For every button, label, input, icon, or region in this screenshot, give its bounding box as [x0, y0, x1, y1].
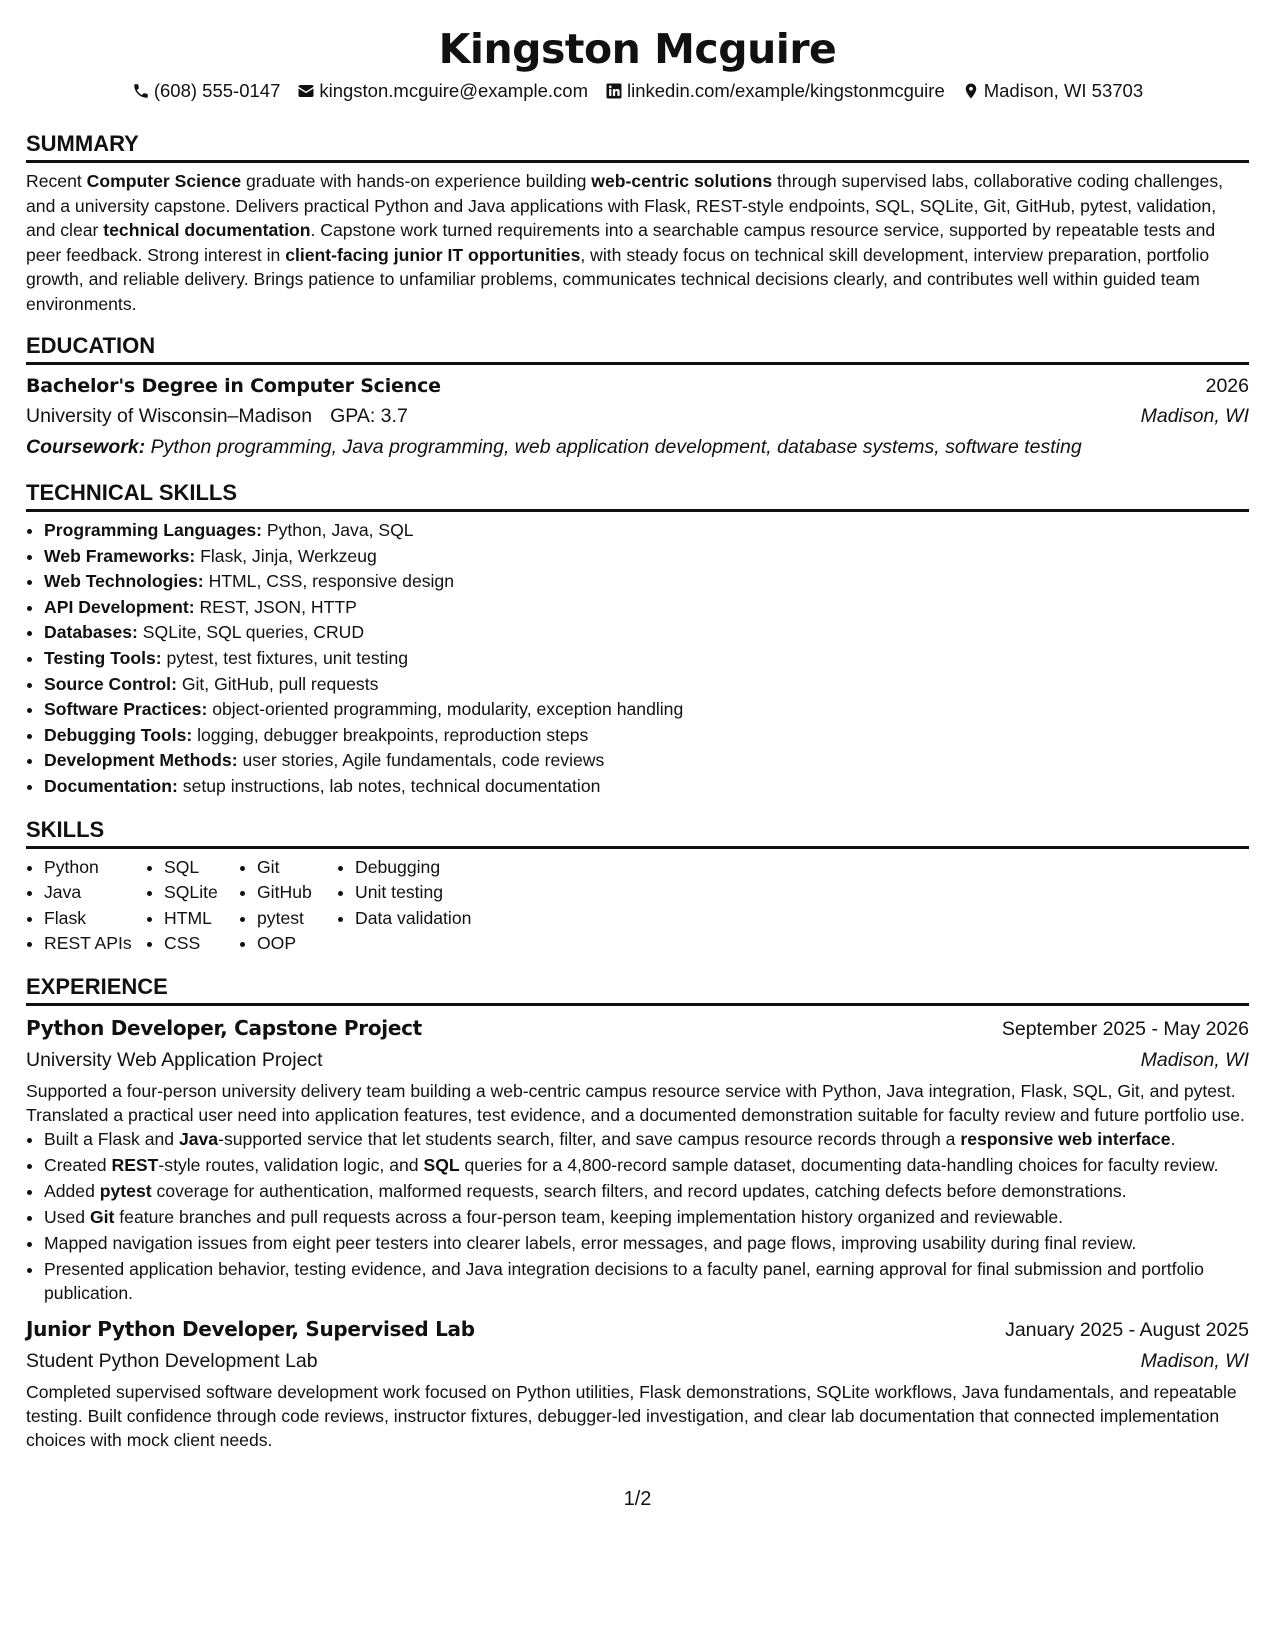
list-item: [44, 620, 1249, 646]
job-header-row: [26, 1012, 1249, 1045]
job-title: Junior Python Developer, Supervised Lab: [26, 1316, 475, 1341]
phone-icon: [132, 82, 150, 100]
emphasis-text: Git: [89, 1206, 115, 1227]
text-segment: Mapped navigation issues from eight peer testers into clearer labels, error messages, and page flows, improving usability during final review.: [44, 1232, 1137, 1253]
job-org-row: [26, 1346, 1249, 1376]
list-item: [44, 518, 1249, 544]
list-item: [44, 748, 1249, 774]
list-item: [44, 1153, 1249, 1177]
emphasis-text: web-centric solutions: [591, 171, 773, 191]
skills-column: [146, 855, 239, 957]
skill-value: setup instructions, lab notes, technical documentation: [182, 775, 601, 796]
skills-column: [26, 855, 146, 957]
skill-label: Source Control:: [44, 673, 177, 694]
job-entry: [26, 1012, 1249, 1305]
list-item: [44, 544, 1249, 570]
list-item: • Data validation: [355, 906, 471, 932]
text-segment: Presented application behavior, testing evidence, and Java integration decisions to a faculty panel, earning approval for final submission and portfolio publication.: [44, 1258, 1204, 1303]
list-item: • SQLite: [164, 880, 239, 906]
skill-value: REST, JSON, HTTP: [199, 596, 357, 617]
text-segment: coverage for authentication, malformed requests, search filters, and record updates, catching defects before demonstrations.: [151, 1180, 1127, 1201]
list-item: • Git: [257, 855, 337, 881]
list-item: [44, 697, 1249, 723]
list-item: [44, 723, 1249, 749]
job-location: Madison, WI: [1140, 1048, 1249, 1071]
degree-name: Bachelor's Degree in Computer Science: [26, 375, 441, 397]
technical-skills-list: [26, 518, 1249, 800]
text-segment: . Capstone work turned requirements into a searchable campus resource service, supported by repeatable tests and peer feedback. Strong interest in: [26, 220, 1216, 265]
skill-value: object-oriented programming, modularity, exception handling: [212, 699, 684, 720]
technical-skills-heading: TECHNICAL SKILLS: [26, 479, 1249, 512]
emphasis-text: responsive web interface: [960, 1128, 1171, 1149]
skill-label: Software Practices:: [44, 699, 208, 720]
job-title: Python Developer, Capstone Project: [26, 1015, 422, 1040]
skill-label: Databases:: [44, 622, 138, 643]
text-segment: Added: [44, 1180, 100, 1201]
list-item: [44, 1205, 1249, 1229]
text-segment: Recent: [26, 171, 87, 191]
list-item: [44, 672, 1249, 698]
text-segment: Built a Flask and: [44, 1128, 179, 1149]
skills-heading: SKILLS: [26, 816, 1249, 849]
list-item: [44, 1127, 1249, 1151]
school-name: University of Wisconsin–Madison: [26, 405, 313, 427]
summary-heading: SUMMARY: [26, 130, 1249, 163]
text-segment: Used: [44, 1206, 90, 1227]
list-item: [44, 774, 1249, 800]
contact-email[interactable]: [297, 80, 588, 102]
text-segment: -style routes, validation logic, and: [158, 1154, 424, 1175]
list-item: • pytest: [257, 906, 337, 932]
list-item: • Debugging: [355, 855, 471, 881]
skill-value: Python, Java, SQL: [266, 520, 414, 540]
gpa: GPA: 3.7: [330, 405, 408, 427]
skill-value: pytest, test fixtures, unit testing: [166, 647, 409, 668]
emphasis-text: client-facing junior IT opportunities: [285, 244, 581, 265]
skill-label: Testing Tools:: [44, 647, 162, 668]
list-item: • SQL: [164, 855, 239, 881]
text-segment: graduate with hands-on experience building: [241, 171, 592, 191]
skill-value: user stories, Agile fundamentals, code reviews: [242, 750, 605, 771]
contact-phone[interactable]: [132, 80, 281, 102]
job-entry: [26, 1313, 1249, 1452]
text-segment: .: [1170, 1128, 1176, 1149]
skill-value: Git, GitHub, pull requests: [181, 673, 379, 694]
education-heading: EDUCATION: [26, 332, 1249, 365]
emphasis-text: Computer Science: [86, 171, 242, 191]
skill-value: Flask, Jinja, Werkzeug: [200, 545, 377, 566]
skill-label: Debugging Tools:: [44, 724, 193, 745]
linkedin-text: linkedin.com/example/kingstonmcguire: [627, 80, 945, 101]
envelope-icon: [297, 82, 315, 100]
text-segment: queries for a 4,800-record sample dataset, documenting data-handling choices for faculty review.: [459, 1154, 1219, 1175]
job-location: Madison, WI: [1140, 1349, 1249, 1372]
text-segment: Created: [44, 1154, 112, 1175]
list-item: • Python: [44, 855, 146, 881]
candidate-name: Kingston Mcguire: [438, 25, 837, 73]
list-item: • GitHub: [257, 880, 337, 906]
list-item: • Java: [44, 880, 146, 906]
job-description: Completed supervised software development work focused on Python utilities, Flask demonstrations, SQLite workflows, Java fundamentals, and repeatable testing. Built confidence through code reviews, instructor fixtures, debugger-led investigation, and clear lab documentation that connected implementation choices with mock client needs.: [26, 1381, 1237, 1450]
emphasis-text: pytest: [99, 1180, 152, 1201]
list-item: • CSS: [164, 931, 239, 957]
list-item: [44, 1231, 1249, 1255]
coursework-label: Coursework:: [26, 436, 146, 458]
skill-value: logging, debugger breakpoints, reproduction steps: [197, 724, 589, 745]
email-text: kingston.mcguire@example.com: [319, 80, 588, 101]
skill-label: API Development:: [44, 596, 195, 617]
text-segment: feature branches and pull requests across a four-person team, keeping implementation history organized and reviewable.: [114, 1206, 1064, 1227]
list-item: • REST APIs: [44, 931, 146, 957]
emphasis-text: SQL: [423, 1154, 460, 1175]
phone-text: (608) 555-0147: [153, 80, 281, 101]
skills-column: [337, 855, 471, 957]
list-item: [44, 1179, 1249, 1203]
list-item: [44, 646, 1249, 672]
contact-location: [962, 80, 1143, 102]
page-number: 1/2: [623, 1488, 652, 1510]
skill-label: Web Frameworks:: [44, 545, 196, 566]
list-item: [44, 595, 1249, 621]
job-bullets: [26, 1127, 1249, 1305]
map-pin-icon: [962, 82, 980, 100]
skill-label: Web Technologies:: [44, 571, 204, 592]
emphasis-text: technical documentation: [103, 220, 311, 240]
skill-label: Development Methods:: [44, 750, 238, 771]
job-dates: January 2025 - August 2025: [1005, 1318, 1249, 1341]
graduation-year: 2026: [1205, 375, 1249, 397]
education-school-row: [26, 401, 1249, 431]
job-org-row: [26, 1045, 1249, 1075]
contact-bar: [26, 78, 1249, 104]
skill-label: Documentation:: [44, 775, 178, 796]
text-segment: , with steady focus on technical skill development, interview preparation, portfolio growth, and reliable delivery. Brings patience to unfamiliar problems, communicates technical decisions clearly, and contributes well within guided team environments.: [26, 244, 1210, 314]
emphasis-text: REST: [111, 1154, 159, 1175]
list-item: [44, 569, 1249, 595]
job-header-row: [26, 1313, 1249, 1346]
skills-column: [239, 855, 337, 957]
skills-grid: [26, 855, 1249, 957]
coursework-list: Python programming, Java programming, web application development, database systems, software testing: [150, 436, 1082, 458]
list-item: • Flask: [44, 906, 146, 932]
text-segment: through supervised labs, collaborative coding challenges, and a university capstone. Delivers practical Python and Java applications with Flask, REST-style endpoints, SQL, SQLite, Git, GitHub, pytest, validation, and clear: [26, 171, 1224, 240]
school-location: Madison, WI: [1140, 405, 1249, 427]
list-item: • Unit testing: [355, 880, 471, 906]
job-organization: Student Python Development Lab: [26, 1349, 318, 1372]
job-dates: September 2025 - May 2026: [1001, 1017, 1249, 1040]
coursework: [26, 431, 1249, 463]
text-segment: -supported service that let students search, filter, and save campus resource records through a: [218, 1128, 961, 1149]
job-description: Supported a four-person university delivery team building a web-centric campus resource service with Python, Java integration, Flask, SQL, Git, and pytest. Translated a practical user need into application features, test evidence, and a documented demonstration suitable for faculty review and future portfolio use.: [26, 1080, 1245, 1125]
education-degree-row: [26, 371, 1249, 401]
location-text: Madison, WI 53703: [983, 80, 1144, 101]
list-item: • HTML: [164, 906, 239, 932]
skill-value: SQLite, SQL queries, CRUD: [142, 622, 365, 643]
experience-heading: EXPERIENCE: [26, 973, 1249, 1006]
emphasis-text: Java: [178, 1128, 219, 1149]
school-info: [26, 401, 408, 431]
list-item: • OOP: [257, 931, 337, 957]
job-organization: University Web Application Project: [26, 1048, 323, 1071]
skill-label: Programming Languages:: [44, 520, 262, 540]
contact-linkedin[interactable]: [605, 80, 945, 102]
linkedin-icon: [605, 82, 623, 100]
summary-text: [26, 169, 1249, 316]
list-item: [44, 1257, 1249, 1305]
skill-value: HTML, CSS, responsive design: [208, 571, 454, 592]
